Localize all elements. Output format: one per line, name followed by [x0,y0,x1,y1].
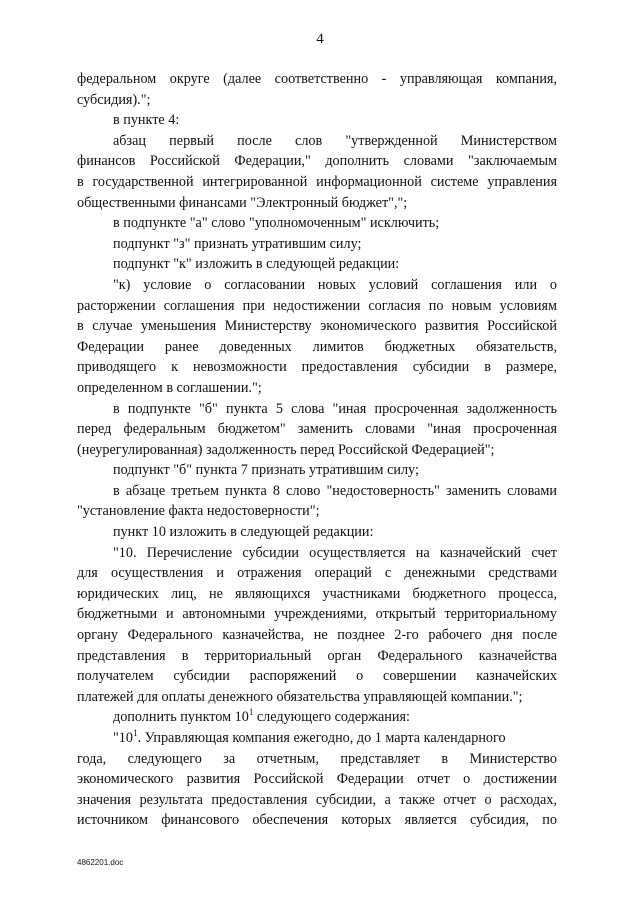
text-line: бюджетными и автономными учреждениями, открытый территориальному [77,606,557,623]
text-line: для осуществления и отражения операций с денежными средствами [77,565,557,582]
text-line: источником финансового обеспечения которых является субсидия, по [77,812,557,829]
text-line: экономического развития Российской Федерации отчет о достижении [77,771,557,788]
text-line: "к) условие о согласовании новых условий соглашения или о [113,276,557,293]
text-line: подпункт "з" признать утратившим силу; [113,235,362,252]
text-line: пункт 10 изложить в следующей редакции: [113,524,374,541]
text-line: в абзаце третьем пункта 8 слово "недостоверность" заменить словами [113,482,557,499]
text-line: перед федеральным бюджетом" заменить словами "иная просроченная [77,421,557,438]
text-line: Федерации ранее доведенных лимитов бюджетных обязательств, [77,338,557,355]
text-line: "10. Перечисление субсидии осуществляется на казначейский счет [113,544,557,561]
text-line: приводящего к невозможности предоставления субсидии в размере, [77,359,557,376]
text-fragment: следующего содержания: [253,709,410,726]
document-body [77,69,557,831]
text-line: получателем субсидии распоряжений о совершении казначейских [77,668,557,685]
text-line: представления в территориальный орган Федерального казначейства [77,647,557,664]
text-line: платежей для оплаты денежного обязательства управляющей компании."; [77,688,523,705]
text-line: значения результата предоставления субсидии, а также отчет о расходах, [77,791,557,808]
page-number: 4 [316,31,324,47]
text-fragment: "10 [113,730,133,746]
text-line: подпункт "к" изложить в следующей редакции: [113,256,400,273]
text-line [77,707,557,728]
text-line: расторжении соглашения при недостижении согласия по новым условиям [77,297,557,314]
text-line [77,728,557,749]
text-line: подпункт "б" пункта 7 признать утратившим силу; [113,462,419,479]
text-fragment: . Управляющая компания ежегодно, до 1 марта календарного [137,730,506,746]
footer-filename: 4862201.doc [77,858,124,867]
text-line: юридических лиц, не являющихся участниками бюджетного процесса, [77,585,557,602]
text-line: определенном в соглашении."; [77,379,262,396]
text-line: федеральном округе (далее соответственно - управляющая компания, [77,71,557,87]
text-line: в пункте 4: [113,112,180,129]
text-line: абзац первый после слов "утвержденной Министерством [113,132,557,149]
text-line: органу Федерального казначейства, не позднее 2-го рабочего дня после [77,627,557,644]
text-line: финансов Российской Федерации," дополнить словами "заключаемым [77,153,557,170]
text-line: "установление факта недостоверности"; [77,503,320,520]
text-line: в подпункте "а" слово "уполномоченным" исключить; [113,215,440,232]
text-line: общественными финансами "Электронный бюджет","; [77,194,408,211]
text-line: (неурегулированная) задолженность перед Российской Федерацией"; [77,441,495,458]
text-line: в подпункте "б" пункта 5 слова "иная просроченная задолженность [113,400,557,417]
text-fragment: дополнить пунктом 10 [113,709,249,726]
text-line: субсидия)."; [77,91,151,108]
superscript: 1 [248,707,254,718]
text-line: года, следующего за отчетным, представляет в Министерство [77,750,557,767]
superscript: 1 [132,728,138,738]
text-line: в государственной интегрированной информационной системе управления [77,173,557,190]
text-line: в случае уменьшения Министерству экономического развития Российской [77,318,557,335]
